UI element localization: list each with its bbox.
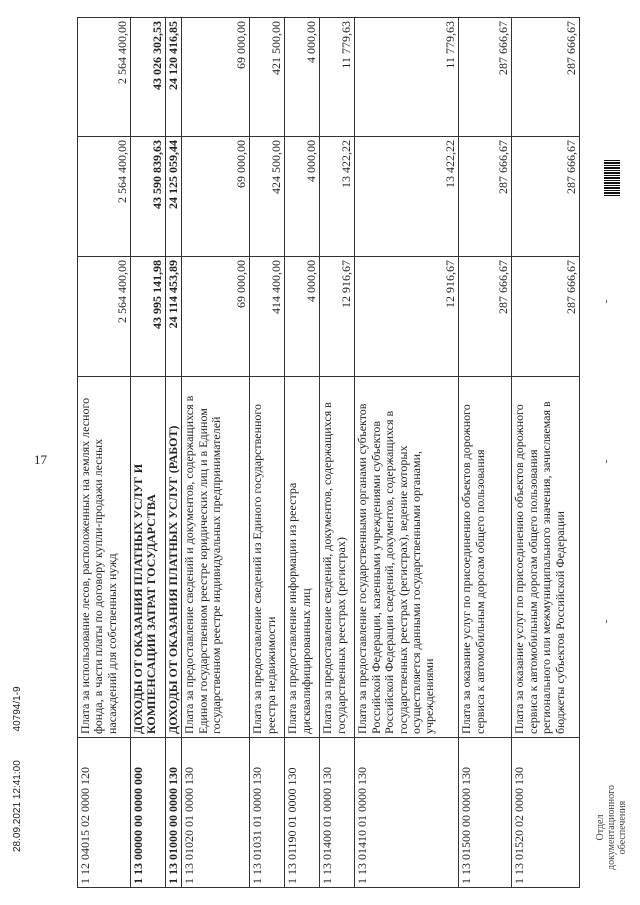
amount-2023-cell: 43 590 839,63 (131, 137, 166, 257)
margin-tick (606, 620, 607, 623)
amount-2023-cell: 13 422,22 (355, 137, 459, 257)
amount-2024-cell: 287 666,67 (512, 18, 580, 137)
print-footer (12, 686, 23, 852)
amount-2023-cell: 287 666,67 (512, 137, 580, 257)
page-number: 17 (34, 452, 47, 467)
table-row (512, 18, 580, 888)
table-row (320, 18, 355, 888)
amount-2023-cell: 287 666,67 (459, 137, 512, 257)
amount-2023-cell: 424 500,00 (250, 137, 285, 257)
margin-tick (606, 300, 607, 303)
amount-2022-cell: 43 995 141,98 (131, 257, 166, 377)
print-timestamp: 28.09.2021 12:41:00 (12, 760, 23, 852)
amount-2022-cell: 4 000,00 (285, 257, 320, 377)
revenue-name-cell: ДОХОДЫ ОТ ОКАЗАНИЯ ПЛАТНЫХ УСЛУГ И КОМПЕНСАЦИИ ЗАТРАТ ГОСУДАРСТВА (131, 377, 166, 738)
table-row (250, 18, 285, 888)
amount-2023-cell: 69 000,00 (182, 137, 250, 257)
revenue-name-cell: Плата за предоставление сведений из Единого государственного реестра недвижимости (250, 377, 285, 738)
amount-2022-cell: 287 666,67 (512, 257, 580, 377)
stamp-line-2: обеспечения (617, 800, 628, 855)
amount-2023-cell: 13 422,22 (320, 137, 355, 257)
amount-2024-cell: 2 564 400,00 (78, 18, 131, 137)
table-row (182, 18, 250, 888)
amount-2024-cell: 11 779,63 (320, 18, 355, 137)
amount-2023-cell: 24 125 059,44 (166, 137, 182, 257)
amount-2024-cell: 287 666,67 (459, 18, 512, 137)
amount-2022-cell: 12 916,67 (320, 257, 355, 377)
kbk-code-cell: 1 13 01520 02 0000 130 (512, 738, 580, 888)
revenue-name-cell: Плата за использование лесов, расположенных на землях лесного фонда, в части платы по договору купли-продажи лесных насаждений для собственных нужд (78, 377, 131, 738)
kbk-code-cell: 1 13 01031 01 0000 130 (250, 738, 285, 888)
revenue-name-cell: Плата за предоставление информации из реестра дисквалифицированных лиц (285, 377, 320, 738)
revenue-name-cell: ДОХОДЫ ОТ ОКАЗАНИЯ ПЛАТНЫХ УСЛУГ (РАБОТ) (166, 377, 182, 738)
amount-2023-cell: 4 000,00 (285, 137, 320, 257)
kbk-code-cell: 1 13 01400 01 0000 130 (320, 738, 355, 888)
budget-table-rotated (77, 18, 578, 888)
amount-2024-cell: 69 000,00 (182, 18, 250, 137)
revenue-name-cell: Плата за предоставление сведений, документов, содержащихся в государственных реестрах (регистрах) (320, 377, 355, 738)
amount-2024-cell: 24 120 416,85 (166, 18, 182, 137)
table-row (459, 18, 512, 888)
kbk-code-cell: 1 13 01410 01 0000 130 (355, 738, 459, 888)
amount-2024-cell: 4 000,00 (285, 18, 320, 137)
amount-2024-cell: 11 779,63 (355, 18, 459, 137)
amount-2022-cell: 414 400,00 (250, 257, 285, 377)
revenue-name-cell: Плата за оказание услуг по присоединению объектов дорожного сервиса к автомобильным дорогам общего пользования (459, 377, 512, 738)
amount-2022-cell: 12 916,67 (355, 257, 459, 377)
document-id: 40794/1-9 (12, 686, 23, 732)
amount-2024-cell: 421 500,00 (250, 18, 285, 137)
budget-revenue-table (77, 17, 580, 888)
table-body (78, 18, 580, 888)
stamp-line-1: Отдел документационного (595, 785, 617, 870)
amount-2024-cell: 43 026 302,53 (131, 18, 166, 137)
kbk-code-cell: 1 13 00000 00 0000 000 (131, 738, 166, 888)
amount-2022-cell: 24 114 453,89 (166, 257, 182, 377)
table-row (355, 18, 459, 888)
amount-2022-cell: 2 564 400,00 (78, 257, 131, 377)
amount-2022-cell: 69 000,00 (182, 257, 250, 377)
table-row (78, 18, 131, 888)
barcode-mark (604, 160, 620, 196)
department-stamp (595, 785, 628, 870)
table-row (131, 18, 166, 888)
amount-2022-cell: 287 666,67 (459, 257, 512, 377)
revenue-name-cell: Плата за оказание услуг по присоединению объектов дорожного сервиса к автомобильным дорогам общего пользования регионального или межмуниципального значения, зачисляемая в бюджеты субъектов Российской Федерации (512, 377, 580, 738)
kbk-code-cell: 1 12 04015 02 0000 120 (78, 738, 131, 888)
kbk-code-cell: 1 13 01020 01 0000 130 (182, 738, 250, 888)
amount-2023-cell: 2 564 400,00 (78, 137, 131, 257)
margin-tick (606, 460, 607, 463)
kbk-code-cell: 1 13 01000 00 0000 130 (166, 738, 182, 888)
revenue-name-cell: Плата за предоставление сведений и документов, содержащихся в Едином государственном реестре юридических лиц и в Едином государственном реестре индивидуальных предпринимателей (182, 377, 250, 738)
table-row (166, 18, 182, 888)
kbk-code-cell: 1 13 01190 01 0000 130 (285, 738, 320, 888)
table-row (285, 18, 320, 888)
kbk-code-cell: 1 13 01500 00 0000 130 (459, 738, 512, 888)
revenue-name-cell: Плата за предоставление государственными органами субъектов Российской Федерации, казенными учреждениями субъектов Российской Федерации сведений, документов, содержащихся в государственных реестрах (регистрах), ведение которых осуществляется данными государственными органами, учреждениями (355, 377, 459, 738)
